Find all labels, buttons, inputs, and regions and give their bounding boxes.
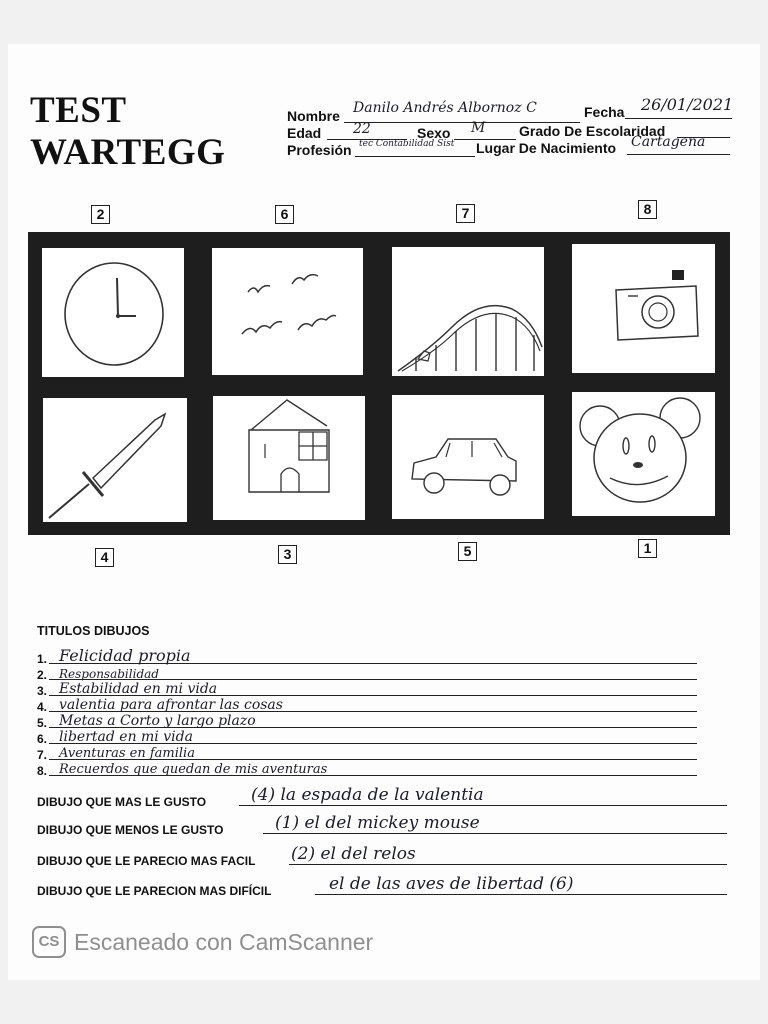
profesion-label: Profesión [287, 142, 352, 158]
house-drawing-icon [213, 396, 365, 520]
title-text: Metas a Corto y largo plazo [59, 713, 256, 729]
lugar-value: Cartagena [631, 134, 706, 150]
title-line-2: WARTEGG [30, 132, 226, 173]
birds-drawing-icon [212, 248, 363, 375]
question-row [37, 874, 727, 898]
drawing-box [42, 248, 184, 377]
drawing-box [213, 396, 365, 520]
nombre-label: Nombre [287, 108, 340, 124]
drawing-number: 3 [278, 545, 297, 564]
grado-label: Grado De Escolaridad [519, 123, 666, 139]
drawing-number: 1 [638, 539, 657, 558]
drawing-number: 5 [458, 542, 477, 561]
question-row [37, 844, 727, 868]
title-text: Aventuras en familia [59, 746, 195, 761]
title-row: 7. Aventuras en familia [37, 744, 697, 760]
sexo-label: Sexo [417, 125, 451, 141]
question-answer: (4) la espada de la valentia [251, 785, 484, 805]
camscanner-logo: CS [32, 926, 66, 958]
info-row-profession [287, 134, 732, 158]
titles-heading: TITULOS DIBUJOS [37, 624, 150, 638]
fecha-value: 26/01/2021 [641, 95, 734, 114]
drawing-number: 6 [275, 205, 294, 224]
question-answer: el de las aves de libertad (6) [329, 874, 574, 894]
clock-drawing-icon [42, 248, 184, 377]
roller-coaster-drawing-icon [392, 247, 544, 376]
question-label: DIBUJO QUE MAS LE GUSTO [37, 795, 207, 809]
edad-label: Edad [287, 125, 322, 141]
title-row: 1. Felicidad propia [37, 648, 697, 664]
car-drawing-icon [392, 395, 544, 519]
title-text: Felicidad propia [59, 646, 191, 665]
lugar-label: Lugar De Nacimiento [476, 140, 617, 156]
title-text: Responsabilidad [59, 667, 159, 681]
camera-drawing-icon [572, 244, 715, 373]
personal-info-block [287, 95, 734, 158]
drawing-box [572, 392, 715, 516]
question-label: DIBUJO QUE LE PARECION MAS DIFÍCIL [37, 884, 272, 898]
title-text: valentia para afrontar las cosas [59, 697, 283, 713]
title-row: 6. libertad en mi vida [37, 728, 697, 744]
question-row [37, 813, 727, 837]
title-text: Estabilidad en mi vida [59, 681, 218, 697]
question-label: DIBUJO QUE MENOS LE GUSTO [37, 823, 224, 837]
title-row: 3. Estabilidad en mi vida [37, 680, 697, 696]
edad-value: 22 [353, 121, 371, 137]
profesion-value: tec Contabilidad Sist [359, 139, 455, 149]
drawings-grid [28, 232, 730, 535]
nombre-value: Danilo Andrés Albornoz C [353, 100, 537, 116]
title-text: libertad en mi vida [59, 729, 193, 745]
drawing-box [572, 244, 715, 373]
info-row-name [287, 95, 734, 124]
title-row: 4. valentia para afrontar las cosas [37, 696, 697, 712]
drawing-number: 8 [638, 200, 657, 219]
drawing-number: 7 [456, 204, 475, 223]
title-row: 8. Recuerdos que quedan de mis aventuras [37, 760, 697, 776]
test-title [30, 90, 225, 174]
camscanner-watermark [32, 926, 373, 958]
title-line-1: TEST [30, 90, 127, 131]
drawing-box [392, 247, 544, 376]
drawing-box [212, 248, 363, 375]
drawing-box [392, 395, 544, 519]
question-answer: (2) el del relos [291, 844, 416, 864]
question-row [37, 785, 727, 809]
drawing-number: 4 [95, 548, 114, 567]
sword-drawing-icon [43, 398, 187, 522]
drawing-box [43, 398, 187, 522]
title-row: 2. Responsabilidad [37, 664, 697, 680]
question-label: DIBUJO QUE LE PARECIO MAS FACIL [37, 854, 256, 868]
title-row: 5. Metas a Corto y largo plazo [37, 712, 697, 728]
watermark-text: Escaneado con CamScanner [74, 928, 374, 955]
question-answer: (1) el del mickey mouse [275, 813, 480, 833]
mickey-mouse-drawing-icon [572, 392, 715, 516]
title-text: Recuerdos que quedan de mis aventuras [59, 762, 328, 777]
drawing-number: 2 [91, 205, 110, 224]
sexo-value: M [471, 120, 486, 136]
fecha-label: Fecha [584, 104, 625, 120]
